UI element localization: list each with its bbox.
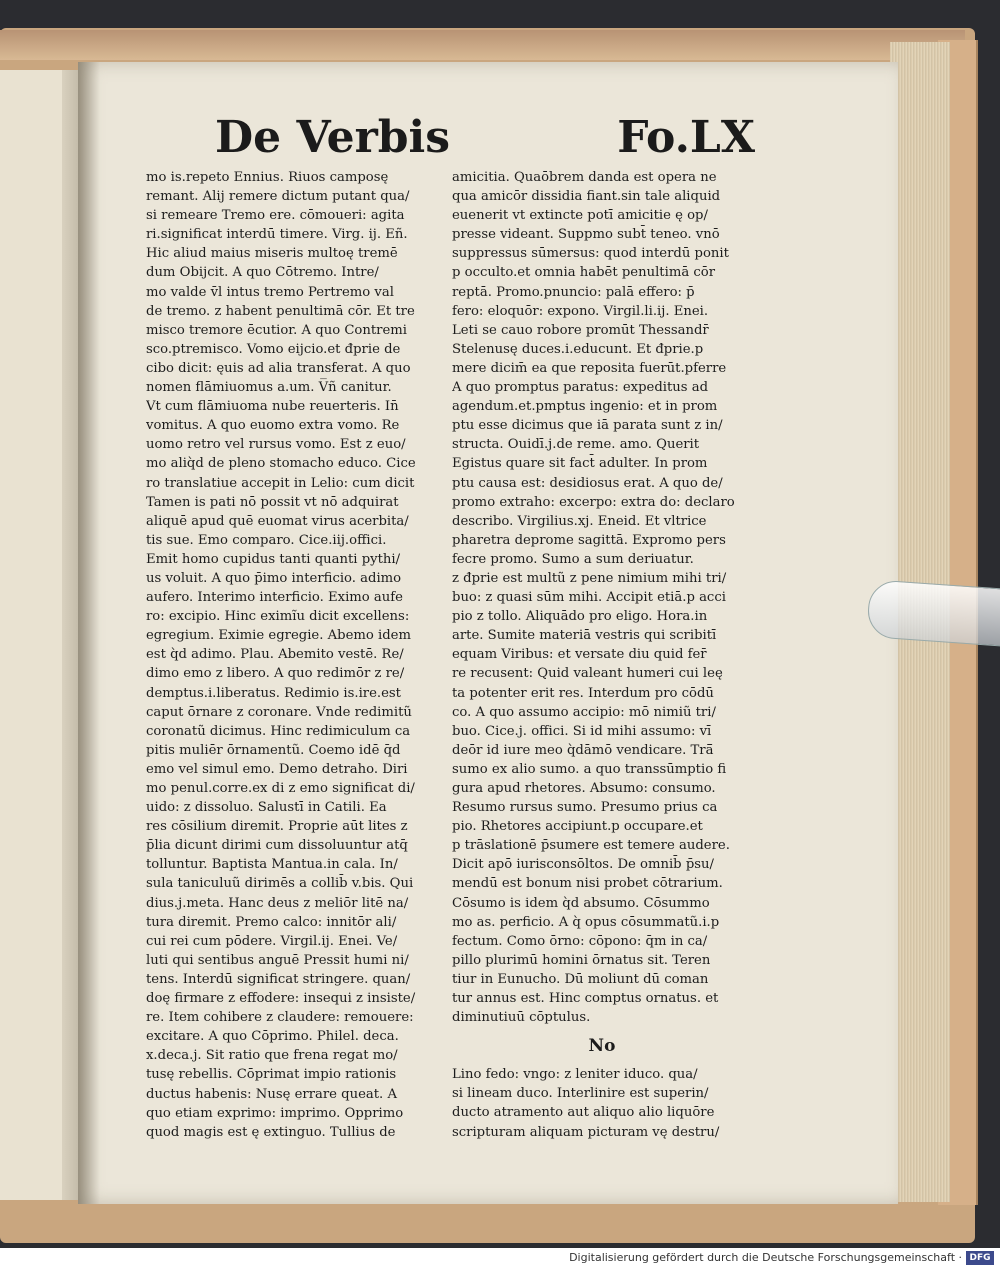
text-line: de tremo. z habent penultimā cōr. Et tre <box>146 303 415 319</box>
text-line: sula taniculuũ dirimēs a collib̄ v.bis. Qui <box>146 876 414 892</box>
text-line: agendum.et.pmptus ingenio: et in prom <box>452 399 718 415</box>
text-line: pharetra deprome sagittā. Expromo pers <box>452 532 726 548</box>
text-line: doę firmare z effodere: insequi z insiste/ <box>146 991 416 1007</box>
text-line: est q̀d adimo. Plau. Abemito vestē. Re/ <box>146 647 404 663</box>
right-column-bottom <box>452 1065 752 1141</box>
text-line: p trāslationē p̄sumere est temere audere. <box>452 838 730 854</box>
text-line: res cōsilium diremit. Proprie aūt lites z <box>146 819 408 835</box>
text-line: Leti se cauo robore promūt Thessandr̄ <box>452 322 709 338</box>
text-line: sumo ex alio sumo. a quo transsūmptio fi <box>452 761 727 777</box>
text-line: tolluntur. Baptista Mantua.in cala. In/ <box>146 857 398 873</box>
text-line: buo: z quasi sūm mihi. Accipit etiā.p acci <box>452 590 726 606</box>
text-line: pio z tollo. Aliquādo pro eligo. Hora.in <box>452 609 708 625</box>
text-line: misco tremore ēcutior. A quo Contremi <box>146 322 407 338</box>
dfg-logo: DFG <box>966 1251 994 1265</box>
text-line: cibo dicit: ęuis ad alia transferat. A quo <box>146 360 411 376</box>
text-line: Lino fedo: vngo: z leniter iduco. qua/ <box>452 1067 698 1083</box>
text-line: ptu causa est: desidiosus erat. A quo de/ <box>452 475 723 491</box>
text-line: tur annus est. Hinc comptus ornatus. et <box>452 991 719 1007</box>
footer-bar <box>0 1248 1000 1269</box>
text-line: mo aliq̀d de pleno stomacho educo. Cice <box>146 456 416 472</box>
right-column-top <box>452 168 752 1027</box>
text-line: fecre promo. Sumo a sum deriuatur. <box>452 551 694 567</box>
text-line: Tamen is pati nō possit vt nō adquirat <box>146 494 399 510</box>
text-line: qua amicōr dissidia fiant.sin tale aliquid <box>452 189 721 205</box>
text-line: structa. Ouidī.j.de reme. amo. Querit <box>452 437 700 453</box>
text-line: Dicit apō iurisconsōltos. De omnib̄ p̄su/ <box>452 857 714 873</box>
text-line: dimo emo z libero. A quo redimōr z re/ <box>146 666 405 682</box>
text-line: dius.j.meta. Hanc deus z meliōr litē na/ <box>146 895 409 911</box>
text-line: Hic aliud maius miseris multoę tremē <box>146 246 398 262</box>
text-line: Cōsumo is idem q̀d absumo. Cōsummo <box>452 895 710 911</box>
text-line: re recusent: Quid valeant humeri cui leę <box>452 666 723 682</box>
text-line: reptā. Promo.pnuncio: palā effero: p̄ <box>452 284 695 300</box>
text-line: Stelenusę duces.i.educunt. Et đprie.p <box>452 341 704 357</box>
text-line: caput ōrnare z coronare. Vnde redimitũ <box>146 704 412 720</box>
text-line: mere dicim̄ ea que reposita fuerūt.pferre <box>452 360 727 376</box>
text-line: quo etiam exprimo: imprimo. Opprimo <box>146 1105 404 1121</box>
text-line: remant. Alij remere dictum putant qua/ <box>146 189 410 205</box>
text-line: describo. Virgilius.xj. Eneid. Et vltrice <box>452 513 707 529</box>
text-line: fero: eloquōr: expono. Virgil.li.ij. Enei. <box>452 303 709 319</box>
text-line: luti qui sentibus anguē Pressit humi ni/ <box>146 952 409 968</box>
text-line: us voluit. A quo p̄imo interficio. adimo <box>146 570 402 586</box>
text-line: z đprie est multũ z pene nimium mihi tri/ <box>452 570 727 586</box>
text-line: pitis muliēr ōrnamentũ. Coemo idē q̄d <box>146 742 401 758</box>
text-line: Egistus quare sit fact̄ adulter. In prom <box>452 456 708 472</box>
text-line: arte. Sumite materiā vestris qui scribitī <box>452 628 717 644</box>
text-line: pio. Rhetores accipiunt.p occupare.et <box>452 819 703 835</box>
text-line: si lineam duco. Interlinire est superin/ <box>452 1086 709 1102</box>
text-line: p occulto.et omnia habēt penultimā cōr <box>452 265 716 281</box>
text-line: excitare. A quo Cōprimo. Philel. deca. <box>146 1029 399 1045</box>
text-line: diminutiuū cōptulus. <box>452 1010 591 1026</box>
running-title: De Verbis <box>215 112 450 163</box>
text-line: ducto atramento aut aliquo alio liquōre <box>452 1105 715 1121</box>
text-line: p̄lia dicunt dirimi cum dissoluuntur atq̄ <box>146 838 408 854</box>
text-line: euenerit vt extincte potī amicitie ę op/ <box>452 208 708 224</box>
text-line: co. A quo assumo accipio: mō nimiũ tri/ <box>452 704 716 720</box>
section-heading: No <box>588 1036 616 1057</box>
text-line: cui rei cum pōdere. Virgil.ij. Enei. Ve/ <box>146 933 398 949</box>
text-line: tis sue. Emo comparo. Cice.iij.offici. <box>146 532 387 548</box>
text-line: mo as. perficio. A q̀ opus cōsummatũ.i.p <box>452 914 720 930</box>
text-line: egregium. Eximie egregie. Abemo idem <box>146 628 411 644</box>
text-line: Emit homo cupidus tanti quanti pythi/ <box>146 551 401 567</box>
text-line: Vt cum flāmiuoma nube reuerteris. In̄ <box>146 399 399 415</box>
text-line: gura apud rhetores. Absumo: consumo. <box>452 781 716 796</box>
text-line: mo penul.corre.ex di z emo significat di/ <box>146 781 415 796</box>
text-line: tens. Interdū significat stringere. quan/ <box>146 971 411 987</box>
text-line: A quo promptus paratus: expeditus ad <box>452 380 709 396</box>
text-column-right <box>452 168 752 1142</box>
text-line: scripturam aliquam picturam vę destru/ <box>452 1124 720 1140</box>
text-line: Resumo rursus sumo. Presumo prius ca <box>452 800 718 816</box>
text-line: uomo retro vel rursus vomo. Est z euo/ <box>146 437 406 453</box>
text-line: deōr id iure meo q̀dāmō vendicare. Trā̄ <box>452 742 714 758</box>
text-line: amicitia. Quaōbrem danda est opera ne <box>452 170 717 185</box>
text-line: sco.ptremisco. Vomo eijcio.et đprie de <box>146 341 401 357</box>
text-line: demptus.i.liberatus. Redimio is.ire.est <box>146 685 401 701</box>
text-line: quod magis est ę extinguo. Tullius de <box>146 1124 396 1140</box>
text-line: fectum. Como ōrno: cōpono: q̄m in ca/ <box>452 933 708 949</box>
gutter-shadow <box>78 62 100 1204</box>
text-line: mo is.repeto Ennius. Riuos camposę <box>146 170 389 185</box>
text-line: re. Item cohibere z claudere: remouere: <box>146 1010 414 1026</box>
text-line: ductus habenis: Nusę errare queat. A <box>146 1086 397 1102</box>
text-line: nomen flāmiuomus a.um. V̅ñ canitur. <box>146 380 392 396</box>
text-line: ro translatiue accepit in Lelio: cum dicit <box>146 475 415 491</box>
text-line: ta potenter erit res. Interdum pro cōdū <box>452 685 714 701</box>
cover-top-edge <box>0 30 965 60</box>
text-line: coronatũ dicimus. Hinc redimiculum ca <box>146 723 411 739</box>
text-line: dum Obijcit. A quo Cōtremo. Intre/ <box>146 265 379 281</box>
funding-credit: Digitalisierung gefördert durch die Deutsche Forschungsgemeinschaft · <box>569 1251 962 1264</box>
text-line: vomitus. A quo euomo extra vomo. Re <box>146 418 400 434</box>
text-line: aliquē apud quē euomat virus acerbita/ <box>146 513 409 529</box>
text-line: mo valde v̄l intus tremo Pertremo val <box>146 284 394 300</box>
page-clip <box>866 579 1000 647</box>
page-header <box>215 112 755 170</box>
text-column-left <box>146 168 446 1142</box>
text-line: mendū est bonum nisi probet cōtrarium. <box>452 876 723 892</box>
text-line: aufero. Interimo interficio. Eximo aufe <box>146 590 403 606</box>
text-line: pillo plurimū homini ōrnatus sit. Teren <box>452 952 711 968</box>
text-line: x.deca.j. Sit ratio que frena regat mo/ <box>146 1048 398 1064</box>
text-line: ro: excipio. Hinc eximĩu dicit excellens: <box>146 609 410 625</box>
text-line: uido: z dissoluo. Salustī in Catili. Ea <box>146 800 387 816</box>
text-line: emo vel simul emo. Demo detraho. Diri <box>146 761 408 777</box>
text-line: si remeare Tremo ere. cōmoueri: agita <box>146 208 405 224</box>
text-line: ri.significat interdū timere. Virg. ij. Eñ. <box>146 227 408 243</box>
text-line: tura diremit. Premo calco: innitōr ali/ <box>146 914 397 930</box>
text-line: tiur in Eunucho. Dū moliunt dū coman <box>452 971 709 987</box>
text-line: equam Viribus: et versate diu quid fer̄ <box>452 647 707 663</box>
folio-number: Fo.LX <box>617 112 755 163</box>
text-line: buo. Cice.j. offici. Si id mihi assumo: vī <box>452 723 712 739</box>
text-line: promo extraho: excerpo: extra do: declaro <box>452 494 735 510</box>
text-line: presse videant. Suppmo subt̄ teneo. vnō <box>452 227 720 243</box>
text-line: ptu esse dicimus que iā parata sunt z in/ <box>452 418 723 434</box>
text-line: tusę rebellis. Cōprimat impio rationis <box>146 1067 397 1083</box>
text-line: suppressus sūmersus: quod interdū ponit <box>452 246 729 262</box>
